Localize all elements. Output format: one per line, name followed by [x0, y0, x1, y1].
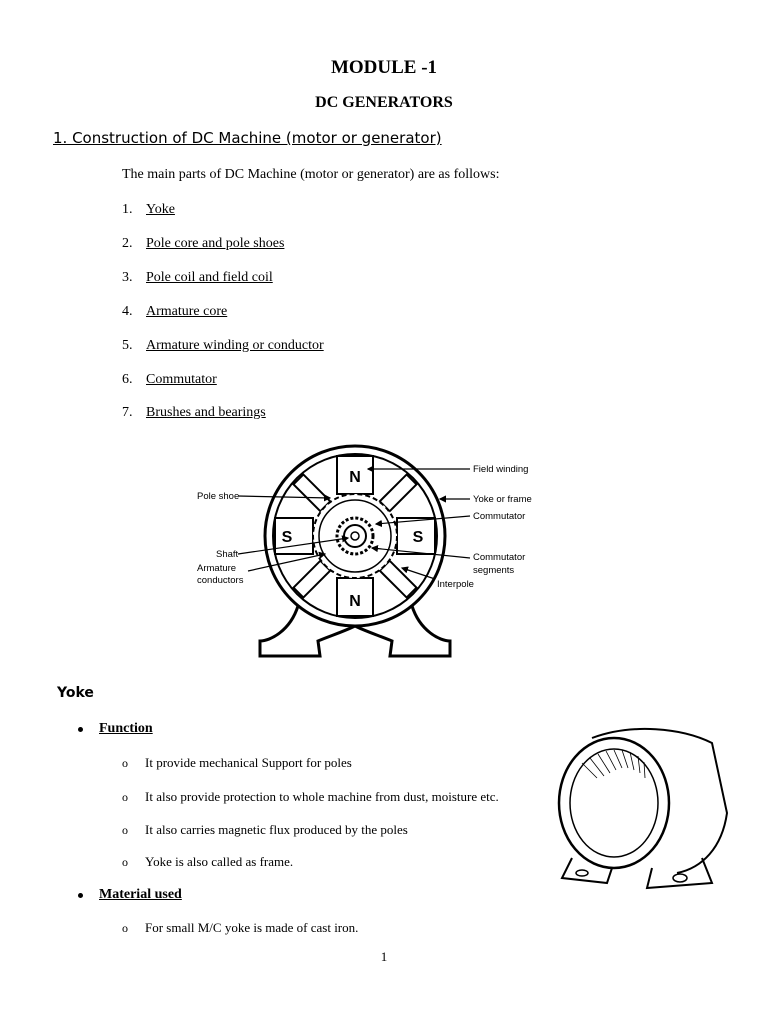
material-bullet — [99, 887, 182, 903]
function-bullet — [99, 721, 153, 737]
page-number: 1 — [380, 949, 388, 964]
label-commutator-segments: segments — [473, 565, 515, 576]
shaft — [351, 532, 359, 540]
bullet-dot-icon — [78, 727, 83, 732]
label-field-winding: Field winding — [473, 464, 529, 475]
sub-bullet-icon: o — [122, 756, 128, 770]
document-subtitle: DC GENERATORS — [315, 94, 453, 111]
bullet-dot-icon — [78, 893, 83, 898]
list-item — [122, 755, 352, 771]
list-item — [122, 822, 408, 838]
list-item-label: Pole coil and field coil — [146, 270, 273, 285]
function-item-text: It also provide protection to whole machine from dust, moisture etc. — [145, 789, 499, 804]
list-item — [122, 270, 273, 286]
list-item-label: Armature winding or conductor — [146, 338, 324, 353]
sub-bullet-icon: o — [122, 790, 128, 804]
list-number: 1. — [122, 202, 133, 217]
list-item-label: Yoke — [146, 202, 175, 217]
intro-text: The main parts of DC Machine (motor or generator) are as follows: — [122, 167, 500, 182]
list-number: 6. — [122, 372, 133, 387]
function-item-text: It provide mechanical Support for poles — [145, 755, 352, 770]
material-label: Material used — [99, 887, 182, 902]
dc-machine-diagram — [140, 436, 540, 671]
label-commutator: Commutator — [473, 511, 526, 522]
list-item — [122, 236, 284, 252]
module-title: MODULE -1 — [330, 57, 438, 78]
mounting-hole — [673, 874, 687, 882]
material-item-text: For small M/C yoke is made of cast iron. — [145, 920, 359, 935]
list-item — [122, 338, 324, 354]
list-item-label: Brushes and bearings — [146, 405, 266, 420]
yoke-frame-illustration — [552, 718, 734, 896]
function-item-text: It also carries magnetic flux produced by the poles — [145, 822, 408, 837]
list-number: 4. — [122, 304, 133, 319]
yoke-heading: Yoke — [57, 685, 94, 701]
function-item-text: Yoke is also called as frame. — [145, 854, 294, 869]
label-commutator-segments: Commutator — [473, 552, 526, 563]
south-pole-label: S — [412, 529, 424, 546]
list-item — [122, 789, 499, 805]
sub-bullet-icon: o — [122, 823, 128, 837]
list-number: 7. — [122, 405, 133, 420]
list-number: 3. — [122, 270, 133, 285]
label-armature: Armature — [197, 563, 237, 574]
list-item — [122, 854, 293, 870]
list-item-label: Commutator — [146, 372, 217, 387]
function-label: Function — [99, 721, 153, 736]
sub-bullet-icon: o — [122, 921, 128, 935]
label-armature: conductors — [197, 575, 244, 586]
label-pole-shoe: Pole shoe — [197, 491, 240, 502]
list-item-label: Armature core — [146, 304, 228, 319]
mounting-hole — [576, 870, 588, 876]
list-item — [122, 372, 217, 388]
list-item-label: Pole core and pole shoes — [146, 236, 285, 251]
list-item — [122, 202, 175, 218]
label-yoke-or-frame: Yoke or frame — [473, 494, 532, 505]
sub-bullet-icon: o — [122, 855, 128, 869]
label-interpole: Interpole — [437, 579, 474, 590]
north-pole-label: N — [349, 469, 361, 486]
label-shaft: Shaft — [216, 549, 239, 560]
south-pole-label: S — [281, 529, 293, 546]
yoke-front-rim — [559, 738, 669, 868]
list-item — [122, 920, 358, 936]
list-number: 2. — [122, 236, 133, 251]
list-item — [122, 304, 227, 320]
section-heading: 1. Construction of DC Machine (motor or generator) — [53, 129, 442, 147]
list-number: 5. — [122, 338, 133, 353]
north-pole-label: N — [349, 593, 361, 610]
list-item — [122, 405, 266, 421]
